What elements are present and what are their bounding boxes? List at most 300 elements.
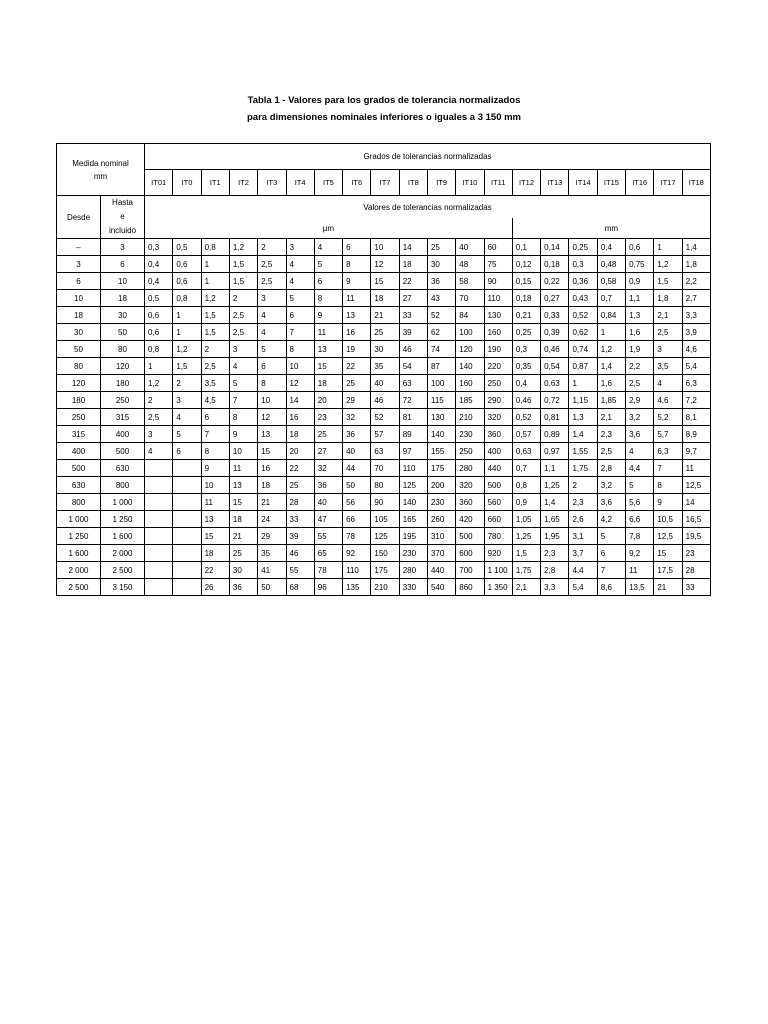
tolerance-value-cell bbox=[145, 579, 173, 596]
tolerance-value-cell: 1,05 bbox=[512, 511, 540, 528]
desde-cell: 2 500 bbox=[57, 579, 101, 596]
tolerance-value-cell: 7 bbox=[201, 426, 229, 443]
tolerance-value-cell bbox=[173, 562, 201, 579]
tolerance-value-cell: 40 bbox=[314, 494, 342, 511]
tolerance-value-cell: 0,9 bbox=[512, 494, 540, 511]
tolerance-value-cell: 0,62 bbox=[569, 324, 597, 341]
hasta-cell: 800 bbox=[101, 477, 145, 494]
desde-cell: 1 250 bbox=[57, 528, 101, 545]
tolerance-value-cell: 125 bbox=[399, 477, 427, 494]
tolerance-value-cell: 23 bbox=[682, 545, 710, 562]
tolerance-value-cell: 7,8 bbox=[626, 528, 654, 545]
tolerance-value-cell: 8 bbox=[229, 409, 257, 426]
tolerance-value-cell: 29 bbox=[258, 528, 286, 545]
tolerance-value-cell: 14 bbox=[286, 392, 314, 409]
tolerance-value-cell: 13 bbox=[258, 426, 286, 443]
tolerance-value-cell: 100 bbox=[456, 324, 484, 341]
tolerance-value-cell: 54 bbox=[399, 358, 427, 375]
table-row bbox=[57, 256, 711, 273]
tolerance-value-cell: 1 bbox=[201, 256, 229, 273]
grade-header-cell: IT17 bbox=[654, 170, 682, 196]
tolerance-value-cell: 7 bbox=[229, 392, 257, 409]
table-row bbox=[57, 562, 711, 579]
hasta-cell: 18 bbox=[101, 290, 145, 307]
tolerance-value-cell: 89 bbox=[399, 426, 427, 443]
tolerance-value-cell: 74 bbox=[427, 341, 455, 358]
tolerance-value-cell: 12 bbox=[258, 409, 286, 426]
tolerance-value-cell: 25 bbox=[427, 239, 455, 256]
tolerance-value-cell: 1,15 bbox=[569, 392, 597, 409]
tolerance-value-cell: 230 bbox=[427, 494, 455, 511]
tolerance-value-cell: 96 bbox=[314, 579, 342, 596]
grade-header-cell: IT15 bbox=[597, 170, 625, 196]
tolerance-value-cell: 0,46 bbox=[541, 341, 569, 358]
tolerance-value-cell: 60 bbox=[484, 239, 512, 256]
tolerance-value-cell: 1 bbox=[569, 375, 597, 392]
tolerance-value-cell: 4,2 bbox=[597, 511, 625, 528]
tolerance-value-cell: 40 bbox=[456, 239, 484, 256]
tolerance-value-cell: 21 bbox=[258, 494, 286, 511]
tolerance-value-cell: 1,5 bbox=[229, 256, 257, 273]
tolerance-value-cell: 62 bbox=[427, 324, 455, 341]
tolerance-value-cell: 10 bbox=[286, 358, 314, 375]
hasta-cell: 315 bbox=[101, 409, 145, 426]
tolerance-value-cell: 1,4 bbox=[541, 494, 569, 511]
tolerance-value-cell: 3 bbox=[229, 341, 257, 358]
tolerance-value-cell: 2,5 bbox=[597, 443, 625, 460]
tolerance-value-cell: 500 bbox=[484, 477, 512, 494]
table-title-line-2: para dimensiones nominales inferiores o iguales a 3 150 mm bbox=[246, 112, 522, 123]
tolerance-value-cell: 1 bbox=[145, 358, 173, 375]
hasta-cell: 3 150 bbox=[101, 579, 145, 596]
tolerance-value-cell: 0,6 bbox=[145, 307, 173, 324]
tolerance-value-cell: 10,5 bbox=[654, 511, 682, 528]
tolerance-value-cell: 1,1 bbox=[626, 290, 654, 307]
tolerance-value-cell: 2 bbox=[258, 239, 286, 256]
grade-header-cell: IT8 bbox=[399, 170, 427, 196]
tolerance-value-cell: 11 bbox=[314, 324, 342, 341]
tolerance-value-cell: 33 bbox=[682, 579, 710, 596]
tolerance-value-cell: 9,7 bbox=[682, 443, 710, 460]
tolerance-value-cell: 40 bbox=[371, 375, 399, 392]
tolerance-value-cell: 5 bbox=[597, 528, 625, 545]
tolerance-value-cell: 63 bbox=[371, 443, 399, 460]
tolerance-value-cell: 260 bbox=[427, 511, 455, 528]
grade-header-cell: IT01 bbox=[145, 170, 173, 196]
tolerance-value-cell: 33 bbox=[286, 511, 314, 528]
table-row bbox=[57, 511, 711, 528]
tolerance-value-cell: 2,5 bbox=[201, 358, 229, 375]
nominal-size-header bbox=[57, 144, 145, 196]
tolerance-value-cell: 500 bbox=[456, 528, 484, 545]
table-row bbox=[57, 290, 711, 307]
tolerance-value-cell: 3,5 bbox=[654, 358, 682, 375]
tolerance-value-cell: 0,25 bbox=[512, 324, 540, 341]
tolerance-value-cell: 2,2 bbox=[626, 358, 654, 375]
grade-header-cell: IT13 bbox=[541, 170, 569, 196]
tolerance-value-cell: 4 bbox=[314, 239, 342, 256]
tolerance-value-cell: 15 bbox=[201, 528, 229, 545]
tolerance-value-cell: 15 bbox=[654, 545, 682, 562]
table-row bbox=[57, 307, 711, 324]
desde-cell: 1 000 bbox=[57, 511, 101, 528]
tolerance-value-cell: 230 bbox=[399, 545, 427, 562]
tolerance-value-cell: 0,6 bbox=[145, 324, 173, 341]
tolerance-value-cell: 10 bbox=[258, 392, 286, 409]
tolerance-value-cell: 110 bbox=[484, 290, 512, 307]
tolerance-value-cell: 1 bbox=[654, 239, 682, 256]
tolerance-value-cell: 26 bbox=[201, 579, 229, 596]
desde-cell: 80 bbox=[57, 358, 101, 375]
tolerance-value-cell: 13 bbox=[201, 511, 229, 528]
tolerance-value-cell: 120 bbox=[456, 341, 484, 358]
tolerance-value-cell: 12,5 bbox=[682, 477, 710, 494]
tolerance-value-cell: 24 bbox=[258, 511, 286, 528]
tolerance-value-cell: 0,3 bbox=[512, 341, 540, 358]
tolerance-value-cell: 860 bbox=[456, 579, 484, 596]
tolerance-value-cell: 58 bbox=[456, 273, 484, 290]
tolerance-value-cell bbox=[145, 494, 173, 511]
desde-cell: 3 bbox=[57, 256, 101, 273]
tolerance-value-cell: 3 bbox=[654, 341, 682, 358]
tolerance-value-cell: 13 bbox=[229, 477, 257, 494]
nominal-size-unit: mm bbox=[93, 171, 108, 181]
tolerance-value-cell: 27 bbox=[314, 443, 342, 460]
tolerance-value-cell: 1,2 bbox=[201, 290, 229, 307]
tolerance-value-cell: 8,6 bbox=[597, 579, 625, 596]
tolerance-value-cell: 90 bbox=[371, 494, 399, 511]
tolerance-value-cell: 78 bbox=[343, 528, 371, 545]
tolerance-value-cell: 130 bbox=[427, 409, 455, 426]
tolerance-value-cell: 1,75 bbox=[569, 460, 597, 477]
tolerance-value-cell: 1,5 bbox=[654, 273, 682, 290]
hasta-cell: 400 bbox=[101, 426, 145, 443]
tolerance-value-cell: 440 bbox=[427, 562, 455, 579]
table-row bbox=[57, 460, 711, 477]
tolerance-value-cell: 90 bbox=[484, 273, 512, 290]
table-row bbox=[57, 375, 711, 392]
tolerance-value-cell: 0,18 bbox=[512, 290, 540, 307]
tolerance-value-cell: 9 bbox=[314, 307, 342, 324]
tolerance-value-cell: 2,1 bbox=[512, 579, 540, 596]
tolerance-value-cell: 0,18 bbox=[541, 256, 569, 273]
tolerance-value-cell: 4,5 bbox=[201, 392, 229, 409]
tolerance-value-cell: 140 bbox=[456, 358, 484, 375]
tolerance-value-cell: 2 bbox=[173, 375, 201, 392]
tolerance-value-cell: 0,57 bbox=[512, 426, 540, 443]
tolerance-value-cell: 5,6 bbox=[626, 494, 654, 511]
tolerance-value-cell: 3,2 bbox=[597, 477, 625, 494]
tolerance-value-cell: 65 bbox=[314, 545, 342, 562]
tolerance-value-cell: 125 bbox=[371, 528, 399, 545]
tolerance-value-cell: 1,2 bbox=[173, 341, 201, 358]
tolerance-value-cell: 1,5 bbox=[201, 307, 229, 324]
table-row bbox=[57, 545, 711, 562]
tolerance-value-cell: 46 bbox=[371, 392, 399, 409]
tolerance-value-cell: 200 bbox=[427, 477, 455, 494]
tolerance-value-cell: 0,25 bbox=[569, 239, 597, 256]
tolerance-value-cell: 84 bbox=[456, 307, 484, 324]
tolerance-value-cell: 160 bbox=[456, 375, 484, 392]
tolerance-value-cell: 5,4 bbox=[682, 358, 710, 375]
tolerance-value-cell: 50 bbox=[258, 579, 286, 596]
tolerance-value-cell bbox=[173, 494, 201, 511]
tolerance-value-cell: 1,5 bbox=[512, 545, 540, 562]
tolerance-value-cell: 0,1 bbox=[512, 239, 540, 256]
tolerance-value-cell: 7 bbox=[597, 562, 625, 579]
tolerance-value-cell: 22 bbox=[201, 562, 229, 579]
tolerance-value-cell: 4 bbox=[173, 409, 201, 426]
tolerance-value-cell: 360 bbox=[456, 494, 484, 511]
tolerance-value-cell: 5,7 bbox=[654, 426, 682, 443]
grade-header-cell: IT7 bbox=[371, 170, 399, 196]
tolerance-value-cell: 290 bbox=[484, 392, 512, 409]
hasta-cell: 6 bbox=[101, 256, 145, 273]
tolerance-value-cell: 78 bbox=[314, 562, 342, 579]
tolerance-value-cell: 330 bbox=[399, 579, 427, 596]
tolerance-value-cell: 55 bbox=[286, 562, 314, 579]
tolerance-value-cell: 13 bbox=[343, 307, 371, 324]
table-row bbox=[57, 341, 711, 358]
tolerance-value-cell: 25 bbox=[371, 324, 399, 341]
tolerance-value-cell: 9 bbox=[343, 273, 371, 290]
tolerance-value-cell: 12 bbox=[371, 256, 399, 273]
tolerance-value-cell: 5,2 bbox=[654, 409, 682, 426]
tolerance-value-cell: 6,3 bbox=[682, 375, 710, 392]
tolerance-value-cell: 540 bbox=[427, 579, 455, 596]
tolerance-value-cell: 2,3 bbox=[569, 494, 597, 511]
desde-cell: 30 bbox=[57, 324, 101, 341]
tolerance-value-cell: 5 bbox=[258, 341, 286, 358]
tolerance-value-cell: 2,1 bbox=[597, 409, 625, 426]
tolerance-value-cell bbox=[173, 460, 201, 477]
tolerance-value-cell bbox=[145, 477, 173, 494]
hasta-header bbox=[101, 196, 145, 239]
tolerance-value-cell: 5 bbox=[626, 477, 654, 494]
tolerance-value-cell: 11 bbox=[343, 290, 371, 307]
tolerance-value-cell: 30 bbox=[427, 256, 455, 273]
tolerance-value-cell bbox=[173, 579, 201, 596]
tolerance-value-cell: 9 bbox=[201, 460, 229, 477]
tolerance-value-cell: 0,6 bbox=[173, 273, 201, 290]
tolerance-value-cell: 0,7 bbox=[512, 460, 540, 477]
tolerance-value-cell: 0,74 bbox=[569, 341, 597, 358]
tolerance-value-cell: 0,22 bbox=[541, 273, 569, 290]
tolerance-value-cell: 36 bbox=[314, 477, 342, 494]
hasta-cell: 10 bbox=[101, 273, 145, 290]
tolerance-value-cell: 250 bbox=[484, 375, 512, 392]
tolerance-value-cell: 230 bbox=[456, 426, 484, 443]
tolerance-value-cell: 5,4 bbox=[569, 579, 597, 596]
hasta-cell: 630 bbox=[101, 460, 145, 477]
tolerance-value-cell: 210 bbox=[371, 579, 399, 596]
tolerance-value-cell: 185 bbox=[456, 392, 484, 409]
tolerance-value-cell: 2,3 bbox=[597, 426, 625, 443]
desde-cell: – bbox=[57, 239, 101, 256]
tolerance-value-cell: 4 bbox=[286, 256, 314, 273]
tolerance-value-cell: 28 bbox=[286, 494, 314, 511]
tolerance-value-cell: 0,43 bbox=[569, 290, 597, 307]
tolerance-value-cell: 4 bbox=[258, 324, 286, 341]
tolerance-value-cell: 30 bbox=[229, 562, 257, 579]
tolerance-value-cell bbox=[173, 511, 201, 528]
tolerance-value-cell: 2,6 bbox=[569, 511, 597, 528]
tolerance-value-cell: 16,5 bbox=[682, 511, 710, 528]
tolerance-value-cell: 0,5 bbox=[145, 290, 173, 307]
tolerance-value-cell: 400 bbox=[484, 443, 512, 460]
tolerance-value-cell: 1,9 bbox=[626, 341, 654, 358]
tolerance-value-cell: 0,4 bbox=[145, 273, 173, 290]
tolerance-value-cell: 1,3 bbox=[569, 409, 597, 426]
tolerance-value-cell: 3,1 bbox=[569, 528, 597, 545]
tolerance-value-cell: 0,48 bbox=[597, 256, 625, 273]
desde-cell: 120 bbox=[57, 375, 101, 392]
desde-cell: 800 bbox=[57, 494, 101, 511]
tolerance-value-cell: 1,8 bbox=[682, 256, 710, 273]
tolerance-value-cell: 1,5 bbox=[229, 273, 257, 290]
tolerance-value-cell: 3,7 bbox=[569, 545, 597, 562]
tolerance-value-cell: 25 bbox=[314, 426, 342, 443]
tolerance-value-cell: 5 bbox=[286, 290, 314, 307]
tolerance-value-cell: 0,9 bbox=[626, 273, 654, 290]
tolerance-value-cell: 39 bbox=[399, 324, 427, 341]
tolerance-value-cell: 1,5 bbox=[173, 358, 201, 375]
grade-header-cell: IT12 bbox=[512, 170, 540, 196]
tolerance-value-cell: 4 bbox=[654, 375, 682, 392]
tolerance-value-cell: 18 bbox=[399, 256, 427, 273]
grade-header-cell: IT16 bbox=[626, 170, 654, 196]
tolerance-value-cell: 16 bbox=[343, 324, 371, 341]
grade-header-cell: IT4 bbox=[286, 170, 314, 196]
hasta-cell: 50 bbox=[101, 324, 145, 341]
tolerance-value-cell: 3,9 bbox=[682, 324, 710, 341]
tolerance-value-cell: 10 bbox=[371, 239, 399, 256]
tolerance-value-cell: 150 bbox=[371, 545, 399, 562]
desde-cell: 2 000 bbox=[57, 562, 101, 579]
tolerance-value-cell: 63 bbox=[399, 375, 427, 392]
grade-header-cell: IT18 bbox=[682, 170, 710, 196]
tolerance-value-cell: 175 bbox=[427, 460, 455, 477]
tolerance-value-cell: 3 bbox=[173, 392, 201, 409]
tolerance-value-cell: 8 bbox=[343, 256, 371, 273]
tolerance-value-cell: 22 bbox=[286, 460, 314, 477]
tolerance-value-cell: 115 bbox=[427, 392, 455, 409]
tolerance-value-cell: 97 bbox=[399, 443, 427, 460]
tolerance-value-cell: 0,6 bbox=[173, 256, 201, 273]
grade-header-cell: IT1 bbox=[201, 170, 229, 196]
tolerance-value-cell: 12,5 bbox=[654, 528, 682, 545]
tolerance-value-cell: 21 bbox=[654, 579, 682, 596]
tolerance-value-cell: 3 bbox=[286, 239, 314, 256]
tolerance-value-cell: 72 bbox=[399, 392, 427, 409]
desde-cell: 10 bbox=[57, 290, 101, 307]
hasta-cell: 180 bbox=[101, 375, 145, 392]
tolerance-value-cell: 1,1 bbox=[541, 460, 569, 477]
tolerance-value-cell: 1,4 bbox=[569, 426, 597, 443]
grade-header-cell: IT9 bbox=[427, 170, 455, 196]
tolerance-value-cell: 440 bbox=[484, 460, 512, 477]
tolerance-value-cell: 0,21 bbox=[512, 307, 540, 324]
tolerance-value-cell: 4 bbox=[286, 273, 314, 290]
tolerance-value-cell: 0,54 bbox=[541, 358, 569, 375]
unit-micrometer: µm bbox=[145, 218, 513, 238]
tolerance-value-cell: 12 bbox=[286, 375, 314, 392]
hasta-cell: 1 600 bbox=[101, 528, 145, 545]
tolerance-value-cell: 4 bbox=[229, 358, 257, 375]
table-row bbox=[57, 239, 711, 256]
tolerance-value-cell: 19 bbox=[343, 341, 371, 358]
tolerance-value-cell: 3,5 bbox=[201, 375, 229, 392]
tolerance-value-cell: 70 bbox=[456, 290, 484, 307]
tolerance-value-cell: 36 bbox=[343, 426, 371, 443]
tolerance-value-cell: 80 bbox=[371, 477, 399, 494]
tolerance-value-cell: 75 bbox=[484, 256, 512, 273]
desde-header: Desde bbox=[57, 196, 101, 239]
tolerance-value-cell: 4,4 bbox=[569, 562, 597, 579]
tolerance-value-cell: 18 bbox=[314, 375, 342, 392]
tolerance-value-cell: 21 bbox=[371, 307, 399, 324]
tolerance-value-cell: 29 bbox=[343, 392, 371, 409]
table-row bbox=[57, 494, 711, 511]
tolerance-table bbox=[56, 143, 711, 596]
tolerance-value-cell: 40 bbox=[343, 443, 371, 460]
tolerance-value-cell: 1,6 bbox=[597, 375, 625, 392]
tolerance-value-cell: 420 bbox=[456, 511, 484, 528]
tolerance-value-cell: 11 bbox=[229, 460, 257, 477]
tolerance-value-cell: 55 bbox=[314, 528, 342, 545]
tolerance-value-cell: 2,7 bbox=[682, 290, 710, 307]
hasta-label-3: incluido bbox=[108, 226, 137, 235]
tolerance-value-cell bbox=[145, 460, 173, 477]
tolerance-value-cell bbox=[173, 545, 201, 562]
tolerance-value-cell: 35 bbox=[371, 358, 399, 375]
tolerance-value-cell: 8 bbox=[314, 290, 342, 307]
tolerance-value-cell: 41 bbox=[258, 562, 286, 579]
tolerance-value-cell: 0,52 bbox=[569, 307, 597, 324]
hasta-label-1: Hasta bbox=[112, 198, 133, 207]
tolerance-value-cell: 22 bbox=[343, 358, 371, 375]
tolerance-value-cell: 5 bbox=[314, 256, 342, 273]
tolerance-value-cell: 1 100 bbox=[484, 562, 512, 579]
tolerance-value-cell: 0,58 bbox=[597, 273, 625, 290]
tolerance-value-cell: 6 bbox=[258, 358, 286, 375]
tolerance-value-cell: 8 bbox=[258, 375, 286, 392]
tolerance-value-cell: 0,84 bbox=[597, 307, 625, 324]
table-row bbox=[57, 477, 711, 494]
desde-cell: 250 bbox=[57, 409, 101, 426]
tolerance-value-cell: 15 bbox=[371, 273, 399, 290]
tolerance-value-cell: 0,81 bbox=[541, 409, 569, 426]
tolerance-value-cell: 2,5 bbox=[145, 409, 173, 426]
tolerance-value-cell: 39 bbox=[286, 528, 314, 545]
tolerance-value-cell: 9 bbox=[654, 494, 682, 511]
nominal-size-label: Medida nominal bbox=[72, 158, 129, 168]
tolerance-value-cell: 4 bbox=[145, 443, 173, 460]
tolerance-value-cell: 56 bbox=[343, 494, 371, 511]
tolerance-value-cell: 0,36 bbox=[569, 273, 597, 290]
tolerance-value-cell: 4 bbox=[626, 443, 654, 460]
tolerance-value-cell: 155 bbox=[427, 443, 455, 460]
tolerance-value-cell: 0,14 bbox=[541, 239, 569, 256]
tolerance-value-cell: 0,4 bbox=[145, 256, 173, 273]
tolerance-value-cell: 2 bbox=[569, 477, 597, 494]
tolerance-value-cell: 9,2 bbox=[626, 545, 654, 562]
tolerance-value-cell: 2 bbox=[145, 392, 173, 409]
tolerance-value-cell: 0,63 bbox=[512, 443, 540, 460]
tolerance-value-cell: 4,6 bbox=[654, 392, 682, 409]
tolerance-value-cell: 0,63 bbox=[541, 375, 569, 392]
tolerance-value-cell: 1,2 bbox=[229, 239, 257, 256]
